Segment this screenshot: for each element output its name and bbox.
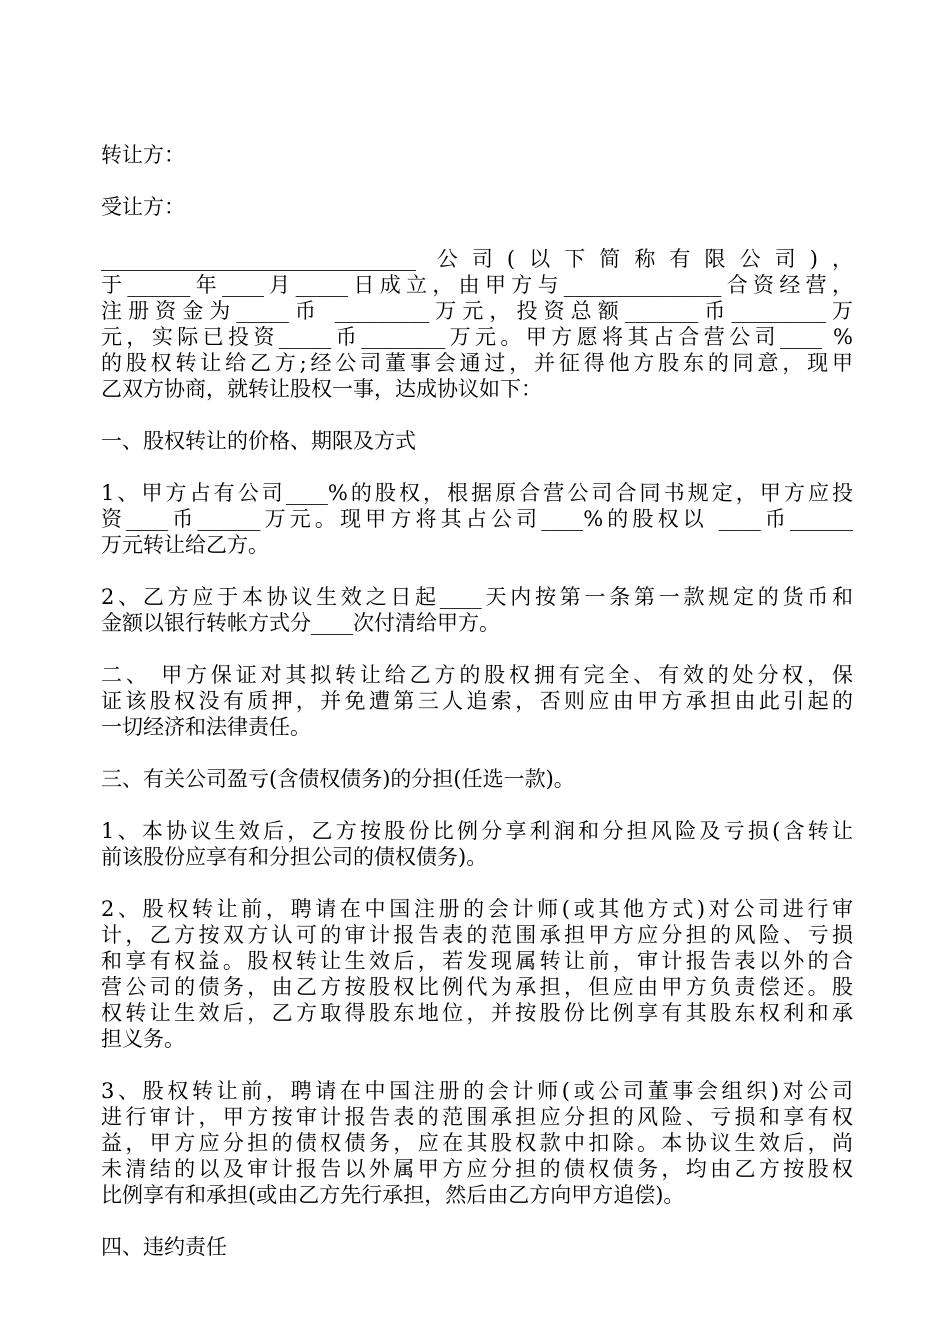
paragraph-line: 权转让生效后，乙方取得股东地位，并按股份比例享有其股东权利和承 [101,1001,853,1025]
intro-line: ______________________________ 公司(以下简称有限公司)， [101,247,853,271]
section-1-title: 一、股权转让的价格、期限及方式 [101,429,416,453]
paragraph-line: 1、甲方占有公司____%的股权，根据原合营公司合同书规定，甲方应投 [101,481,853,505]
section-2-paragraph [101,662,853,740]
intro-line: 的股权转让给乙方;经公司董事会通过，并征得他方股东的同意，现甲 [101,351,853,375]
paragraph-line: 和享有权益。股权转让生效后，若发现属转让前，审计报告表以外的合 [101,949,853,973]
paragraph-line: 计，乙方按双方认可的审计报告表的范围承担甲方应分担的风险、亏损 [101,923,853,947]
transferor-label: 转让方： [101,143,185,167]
paragraph-line: 前该股份应享有和分担公司的债权债务)。 [101,845,488,869]
intro-line: 元，实际已投资_____币________万元。甲方愿将其占合营公司____ % [101,325,853,349]
paragraph-line: 3、股权转让前，聘请在中国注册的会计师(或公司董事会组织)对公司 [101,1079,853,1103]
intro-line: 乙双方协商，就转让股权一事，达成协议如下： [101,377,542,401]
section-3-item-3 [101,1078,853,1208]
intro-line: 注册资金为_____币 _________万元，投资总额_______币_________万 [101,299,853,323]
section-3-item-1 [101,818,853,870]
transferee-label: 受让方： [101,195,185,219]
paragraph-line: 一切经济和法律责任。 [101,715,311,739]
paragraph-line: 万元转让给乙方。 [101,533,269,557]
contract-page [101,142,853,1260]
paragraph-line: 二、 甲方保证对其拟转让给乙方的股权拥有完全、有效的处分权，保 [101,663,853,687]
paragraph-line: 进行审计，甲方按审计报告表的范围承担应分担的风险、亏损和享有权 [101,1105,853,1129]
section-4-title: 四、违约责任 [101,1235,227,1259]
paragraph-line: 益，甲方应分担的债权债务，应在其股权款中扣除。本协议生效后，尚 [101,1131,853,1155]
paragraph-line: 比例享有和承担(或由乙方先行承担，然后由乙方向甲方追偿)。 [101,1183,685,1207]
paragraph-line: 未清结的以及审计报告以外属甲方应分担的债权债务，均由乙方按股权 [101,1157,853,1181]
paragraph-line: 金额以银行转帐方式分____次付清给甲方。 [101,611,500,635]
section-3-item-2 [101,896,853,1052]
section-3-title: 三、有关公司盈亏(含债权债务)的分担(任选一款)。 [101,767,575,791]
paragraph-line: 资____币______万元。现甲方将其占公司____%的股权以 ____币______ [101,507,853,531]
paragraph-line: 2、乙方应于本协议生效之日起____天内按第一条第一款规定的货币和 [101,585,853,609]
paragraph-line: 1、本协议生效后，乙方按股份比例分享利润和分担风险及亏损(含转让 [101,819,853,843]
paragraph-line: 2、股权转让前，聘请在中国注册的会计师(或其他方式)对公司进行审 [101,897,853,921]
paragraph-line: 营公司的债务，由乙方按股权比例代为承担，但应由甲方负责偿还。股 [101,975,853,999]
paragraph-line: 证该股权没有质押，并免遭第三人追索，否则应由甲方承担由此引起的 [101,689,853,713]
section-1-item-1 [101,480,853,558]
section-1-item-2 [101,584,853,636]
paragraph-line: 担义务。 [101,1027,185,1051]
intro-line: 于______年____月_____日成立，由甲方与_______________合资经营， [101,273,853,297]
intro-paragraph [101,246,853,402]
